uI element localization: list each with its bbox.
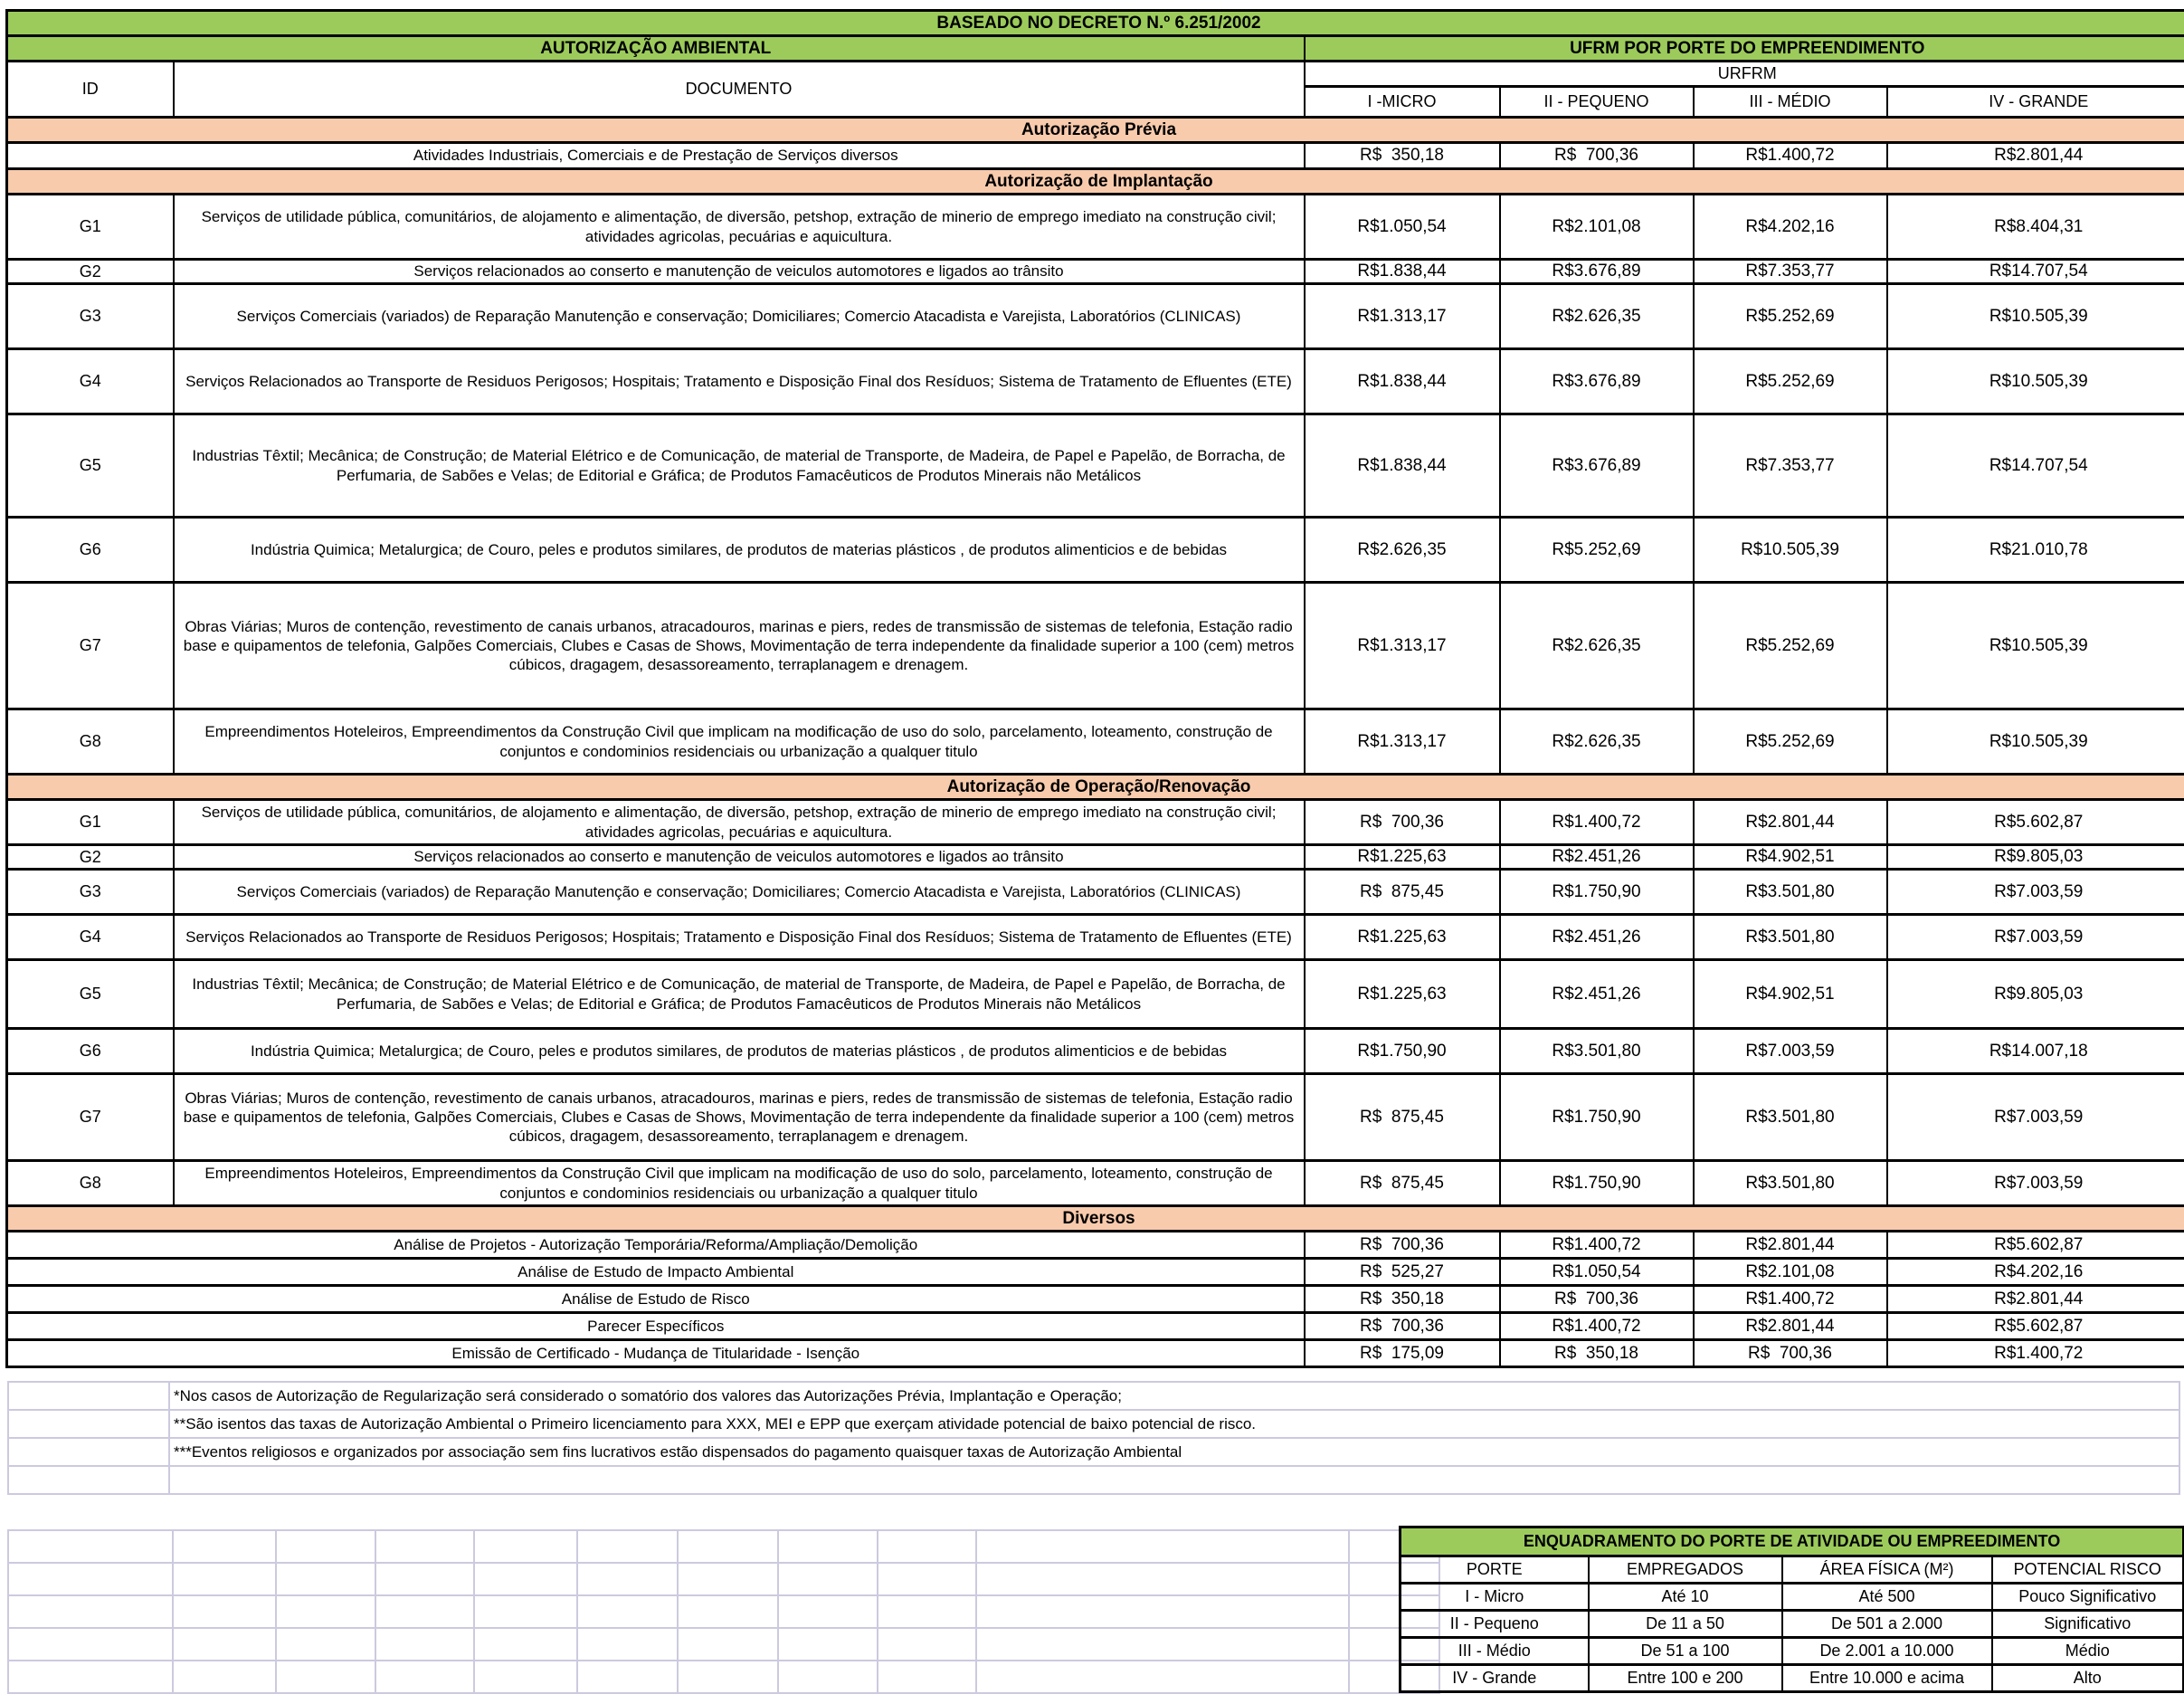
row-id: G3 bbox=[7, 870, 174, 915]
grid-cell bbox=[8, 1530, 173, 1563]
grid-cell bbox=[577, 1595, 678, 1628]
porte-cell: De 2.001 a 10.000 bbox=[1782, 1638, 1992, 1665]
fee-value: R$1.050,54 bbox=[1305, 195, 1500, 260]
fee-value: R$1.313,17 bbox=[1305, 583, 1500, 709]
porte-cell: Até 500 bbox=[1782, 1584, 1992, 1611]
fee-row bbox=[7, 583, 2184, 709]
grid-cell bbox=[976, 1661, 1349, 1693]
fee-value: R$1.750,90 bbox=[1500, 870, 1694, 915]
footnote-spacer-cell bbox=[8, 1410, 169, 1438]
grid-cell bbox=[577, 1661, 678, 1693]
section-header: Autorização Prévia bbox=[7, 118, 2184, 143]
grid-cell bbox=[577, 1628, 678, 1661]
fee-row bbox=[7, 143, 2184, 169]
footnote-text: ***Eventos religiosos e organizados por associação sem fins lucrativos estão dispensados do pagamento quaisquer taxas de Autorização Ambiental bbox=[169, 1438, 2179, 1466]
section-header: Diversos bbox=[7, 1206, 2184, 1232]
fee-value: R$1.313,17 bbox=[1305, 709, 1500, 775]
fee-row bbox=[7, 1161, 2184, 1206]
grid-cell bbox=[976, 1563, 1349, 1595]
fee-row bbox=[7, 870, 2184, 915]
fee-value: R$3.501,80 bbox=[1694, 1161, 1887, 1206]
fee-value: R$7.003,59 bbox=[1694, 1029, 1887, 1074]
row-description: Atividades Industriais, Comerciais e de Prestação de Serviços diversos bbox=[7, 143, 1305, 169]
fee-value: R$9.805,03 bbox=[1887, 845, 2184, 870]
footnote-text: **São isentos das taxas de Autorização Ambiental o Primeiro licenciamento para XXX, MEI e EPP que exerçam atividade potencial de baixo potencial de risco. bbox=[169, 1410, 2179, 1438]
fee-value: R$5.602,87 bbox=[1887, 800, 2184, 845]
fee-value: R$1.225,63 bbox=[1305, 915, 1500, 960]
fee-value: R$3.501,80 bbox=[1694, 1074, 1887, 1161]
footnote-text: *Nos casos de Autorização de Regularização será considerado o somatório dos valores das Autorizações Prévia, Implantação e Operação; bbox=[169, 1382, 2179, 1410]
fee-value: R$2.101,08 bbox=[1694, 1259, 1887, 1286]
fee-value: R$7.353,77 bbox=[1694, 414, 1887, 518]
grid-cell bbox=[678, 1661, 778, 1693]
fee-value: R$9.805,03 bbox=[1887, 960, 2184, 1029]
fee-value: R$2.801,44 bbox=[1887, 1286, 2184, 1313]
fee-value: R$ 700,36 bbox=[1500, 1286, 1694, 1313]
fee-value: R$3.676,89 bbox=[1500, 414, 1694, 518]
row-id: G1 bbox=[7, 195, 174, 260]
fee-row bbox=[7, 1232, 2184, 1259]
grid-cell bbox=[276, 1530, 375, 1563]
section-header: Autorização de Operação/Renovação bbox=[7, 775, 2184, 800]
grid-cell bbox=[474, 1628, 577, 1661]
grid-cell bbox=[276, 1563, 375, 1595]
row-description: Obras Viárias; Muros de contenção, revestimento de canais urbanos, atracadouros, marinas e piers, redes de transmissão de sistemas de telefonia, Estação radio base e quipamentos de telefonia, Galpões Comerciais, Clubes e Casas de Shows, Movimentação de terra independente da finalidade superior a 100 (cem) metros cúbicos, dragagem, desassoreamento, terraplanagem e drenagem. bbox=[174, 583, 1305, 709]
row-description: Serviços Relacionados ao Transporte de Residuos Perigosos; Hospitais; Tratamento e Disposição Final dos Resíduos; Sistema de Tratamento de Efluentes (ETE) bbox=[174, 915, 1305, 960]
footnote-spacer-cell bbox=[8, 1466, 169, 1494]
grid-cell bbox=[173, 1661, 276, 1693]
porte-cell: Entre 10.000 e acima bbox=[1782, 1665, 1992, 1692]
porte-table-title: ENQUADRAMENTO DO PORTE DE ATIVIDADE OU EMPREEDIMENTO bbox=[1401, 1527, 2184, 1556]
row-id: G5 bbox=[7, 960, 174, 1029]
grid-cell bbox=[778, 1563, 878, 1595]
porte-classification-table bbox=[1399, 1526, 2184, 1693]
grid-cell bbox=[878, 1563, 976, 1595]
fee-value: R$1.750,90 bbox=[1500, 1074, 1694, 1161]
fee-value: R$7.003,59 bbox=[1887, 1074, 2184, 1161]
fee-row bbox=[7, 1286, 2184, 1313]
fee-value: R$10.505,39 bbox=[1694, 518, 1887, 583]
row-description: Emissão de Certificado - Mudança de Titularidade - Isenção bbox=[7, 1340, 1305, 1367]
fee-value: R$10.505,39 bbox=[1887, 349, 2184, 414]
fee-value: R$ 875,45 bbox=[1305, 1161, 1500, 1206]
porte-row bbox=[1401, 1665, 2184, 1692]
fee-value: R$ 175,09 bbox=[1305, 1340, 1500, 1367]
grid-cell bbox=[375, 1628, 474, 1661]
fee-value: R$ 875,45 bbox=[1305, 1074, 1500, 1161]
porte-cell: Médio bbox=[1992, 1638, 2184, 1665]
fee-value: R$3.501,80 bbox=[1500, 1029, 1694, 1074]
porte-column-header: ÁREA FÍSICA (M²) bbox=[1782, 1556, 1992, 1584]
fee-value: R$8.404,31 bbox=[1887, 195, 2184, 260]
fee-value: R$2.626,35 bbox=[1500, 284, 1694, 349]
fee-value: R$1.225,63 bbox=[1305, 960, 1500, 1029]
fee-value: R$ 700,36 bbox=[1305, 1313, 1500, 1340]
grid-cell bbox=[678, 1530, 778, 1563]
grid-cell bbox=[878, 1661, 976, 1693]
fee-value: R$ 875,45 bbox=[1305, 870, 1500, 915]
row-id: G4 bbox=[7, 349, 174, 414]
porte-row bbox=[1401, 1638, 2184, 1665]
grid-cell bbox=[878, 1628, 976, 1661]
fee-value: R$1.750,90 bbox=[1305, 1029, 1500, 1074]
fee-row bbox=[7, 518, 2184, 583]
grid-cell bbox=[173, 1595, 276, 1628]
grid-cell bbox=[173, 1628, 276, 1661]
fee-value: R$5.252,69 bbox=[1694, 583, 1887, 709]
fee-value: R$ 700,36 bbox=[1305, 800, 1500, 845]
fee-value: R$5.602,87 bbox=[1887, 1232, 2184, 1259]
fee-value: R$5.252,69 bbox=[1694, 284, 1887, 349]
fee-value: R$14.007,18 bbox=[1887, 1029, 2184, 1074]
fee-row bbox=[7, 1029, 2184, 1074]
fee-value: R$ 700,36 bbox=[1305, 1232, 1500, 1259]
id-column-header: ID bbox=[7, 62, 174, 118]
row-id: G3 bbox=[7, 284, 174, 349]
porte-cell: De 11 a 50 bbox=[1589, 1611, 1782, 1638]
fee-value: R$4.202,16 bbox=[1694, 195, 1887, 260]
left-group-header: AUTORIZAÇÃO AMBIENTAL bbox=[7, 36, 1305, 62]
porte-cell: Entre 100 e 200 bbox=[1589, 1665, 1782, 1692]
fee-value: R$1.225,63 bbox=[1305, 845, 1500, 870]
right-group-header: UFRM POR PORTE DO EMPREENDIMENTO bbox=[1305, 36, 2184, 62]
row-description: Análise de Estudo de Impacto Ambiental bbox=[7, 1259, 1305, 1286]
grid-cell bbox=[173, 1563, 276, 1595]
fee-value: R$2.801,44 bbox=[1694, 1232, 1887, 1259]
fee-value: R$1.750,90 bbox=[1500, 1161, 1694, 1206]
fee-value: R$10.505,39 bbox=[1887, 284, 2184, 349]
fee-value: R$ 700,36 bbox=[1694, 1340, 1887, 1367]
fee-value: R$10.505,39 bbox=[1887, 709, 2184, 775]
grid-cell bbox=[375, 1595, 474, 1628]
grid-cell bbox=[577, 1530, 678, 1563]
porte-cell: II - Pequeno bbox=[1401, 1611, 1589, 1638]
row-description: Serviços Relacionados ao Transporte de Residuos Perigosos; Hospitais; Tratamento e Disposição Final dos Resíduos; Sistema de Tratamento de Efluentes (ETE) bbox=[174, 349, 1305, 414]
fee-value: R$1.400,72 bbox=[1500, 1313, 1694, 1340]
fee-value: R$7.003,59 bbox=[1887, 870, 2184, 915]
fee-value: R$3.501,80 bbox=[1694, 870, 1887, 915]
fee-row bbox=[7, 349, 2184, 414]
porte-cell: Até 10 bbox=[1589, 1584, 1782, 1611]
grid-cell bbox=[375, 1563, 474, 1595]
grid-cell bbox=[8, 1595, 173, 1628]
fee-row bbox=[7, 960, 2184, 1029]
fee-value: R$1.400,72 bbox=[1500, 800, 1694, 845]
porte-cell: Significativo bbox=[1992, 1611, 2184, 1638]
fee-value: R$3.676,89 bbox=[1500, 349, 1694, 414]
grid-cell bbox=[474, 1530, 577, 1563]
fee-value: R$2.451,26 bbox=[1500, 845, 1694, 870]
fee-value: R$ 700,36 bbox=[1500, 143, 1694, 169]
row-description: Indústria Quimica; Metalurgica; de Couro, peles e produtos similares, de produtos de materias plásticos , de produtos alimenticios e de bebidas bbox=[174, 1029, 1305, 1074]
grid-cell bbox=[778, 1628, 878, 1661]
grid-cell bbox=[276, 1661, 375, 1693]
fee-value: R$ 350,18 bbox=[1305, 1286, 1500, 1313]
fee-row bbox=[7, 1074, 2184, 1161]
fee-value: R$1.838,44 bbox=[1305, 349, 1500, 414]
fee-value: R$ 350,18 bbox=[1305, 143, 1500, 169]
fee-row bbox=[7, 284, 2184, 349]
fee-value: R$3.501,80 bbox=[1694, 915, 1887, 960]
footnote-text bbox=[169, 1466, 2179, 1494]
grid-cell bbox=[375, 1530, 474, 1563]
grid-cell bbox=[976, 1628, 1349, 1661]
porte-cell: I - Micro bbox=[1401, 1584, 1589, 1611]
fee-value: R$7.003,59 bbox=[1887, 1161, 2184, 1206]
grid-cell bbox=[678, 1628, 778, 1661]
row-description: Industrias Têxtil; Mecânica; de Construção; de Material Elétrico e de Comunicação, de material de Transporte, de Madeira, de Papel e Papelão, de Borracha, de Perfumaria, de Sabões e Velas; de Editorial e Gráfica; de Produtos Famacêuticos de Produtos Minerais não Metálicos bbox=[174, 414, 1305, 518]
fee-value: R$7.003,59 bbox=[1887, 915, 2184, 960]
size-column-header: IV - GRANDE bbox=[1887, 87, 2184, 118]
footnote-spacer-cell bbox=[8, 1438, 169, 1466]
porte-cell: De 51 a 100 bbox=[1589, 1638, 1782, 1665]
fee-value: R$1.400,72 bbox=[1887, 1340, 2184, 1367]
grid-cell bbox=[878, 1595, 976, 1628]
fee-value: R$2.101,08 bbox=[1500, 195, 1694, 260]
fee-value: R$5.252,69 bbox=[1694, 709, 1887, 775]
row-description: Serviços de utilidade pública, comunitários, de alojamento e alimentação, de diversão, petshop, extração de minerio de emprego imediato na construção civil; atividades agricolas, pecuárias e aquicultura. bbox=[174, 800, 1305, 845]
grid-cell bbox=[276, 1628, 375, 1661]
fee-value: R$4.202,16 bbox=[1887, 1259, 2184, 1286]
row-id: G8 bbox=[7, 1161, 174, 1206]
fee-value: R$4.902,51 bbox=[1694, 960, 1887, 1029]
porte-row bbox=[1401, 1611, 2184, 1638]
porte-cell: IV - Grande bbox=[1401, 1665, 1589, 1692]
fee-value: R$2.801,44 bbox=[1694, 1313, 1887, 1340]
grid-cell bbox=[474, 1595, 577, 1628]
row-description: Serviços relacionados ao conserto e manutenção de veiculos automotores e ligados ao trânsito bbox=[174, 845, 1305, 870]
grid-cell bbox=[878, 1530, 976, 1563]
fee-value: R$1.400,72 bbox=[1500, 1232, 1694, 1259]
grid-cell bbox=[778, 1530, 878, 1563]
porte-column-header: POTENCIAL RISCO bbox=[1992, 1556, 2184, 1584]
grid-cell bbox=[474, 1563, 577, 1595]
fee-value: R$1.050,54 bbox=[1500, 1259, 1694, 1286]
porte-cell: Pouco Significativo bbox=[1992, 1584, 2184, 1611]
row-description: Industrias Têxtil; Mecânica; de Construção; de Material Elétrico e de Comunicação, de material de Transporte, de Madeira, de Papel e Papelão, de Borracha, de Perfumaria, de Sabões e Velas; de Editorial e Gráfica; de Produtos Famacêuticos de Produtos Minerais não Metálicos bbox=[174, 960, 1305, 1029]
decree-title: BASEADO NO DECRETO N.º 6.251/2002 bbox=[7, 11, 2184, 36]
grid-cell bbox=[577, 1563, 678, 1595]
porte-cell: De 501 a 2.000 bbox=[1782, 1611, 1992, 1638]
urfrm-header: URFRM bbox=[1305, 62, 2184, 87]
grid-cell bbox=[678, 1595, 778, 1628]
grid-cell bbox=[8, 1563, 173, 1595]
fee-value: R$ 350,18 bbox=[1500, 1340, 1694, 1367]
porte-cell: Alto bbox=[1992, 1665, 2184, 1692]
porte-row bbox=[1401, 1584, 2184, 1611]
row-id: G5 bbox=[7, 414, 174, 518]
fee-value: R$1.838,44 bbox=[1305, 260, 1500, 284]
fee-row bbox=[7, 414, 2184, 518]
documento-column-header: DOCUMENTO bbox=[174, 62, 1305, 118]
row-id: G6 bbox=[7, 518, 174, 583]
row-description: Obras Viárias; Muros de contenção, revestimento de canais urbanos, atracadouros, marinas e piers, redes de transmissão de sistemas de telefonia, Estação radio base e quipamentos de telefonia, Galpões Comerciais, Clubes e Casas de Shows, Movimentação de terra independente da finalidade superior a 100 (cem) metros cúbicos, dragagem, desassoreamento, terraplanagem e drenagem. bbox=[174, 1074, 1305, 1161]
row-description: Parecer Específicos bbox=[7, 1313, 1305, 1340]
footnote-spacer-cell bbox=[8, 1382, 169, 1410]
fee-row bbox=[7, 1340, 2184, 1367]
fee-value: R$2.801,44 bbox=[1694, 800, 1887, 845]
grid-cell bbox=[474, 1661, 577, 1693]
row-description: Serviços Comerciais (variados) de Reparação Manutenção e conservação; Domiciliares; Comercio Atacadista e Varejista, Laboratórios (CLINICAS) bbox=[174, 870, 1305, 915]
fee-value: R$21.010,78 bbox=[1887, 518, 2184, 583]
fee-value: R$7.353,77 bbox=[1694, 260, 1887, 284]
grid-cell bbox=[8, 1628, 173, 1661]
row-description: Análise de Projetos - Autorização Temporária/Reforma/Ampliação/Demolição bbox=[7, 1232, 1305, 1259]
row-id: G4 bbox=[7, 915, 174, 960]
row-description: Empreendimentos Hoteleiros, Empreendimentos da Construção Civil que implicam na modificação de uso do solo, parcelamento, loteamento, construção de conjuntos e condominios residenciais ou urbanização a qualquer titulo bbox=[174, 709, 1305, 775]
section-header: Autorização de Implantação bbox=[7, 169, 2184, 195]
grid-cell bbox=[173, 1530, 276, 1563]
fee-row bbox=[7, 915, 2184, 960]
fee-value: R$1.400,72 bbox=[1694, 143, 1887, 169]
porte-column-header: EMPREGADOS bbox=[1589, 1556, 1782, 1584]
grid-cell bbox=[276, 1595, 375, 1628]
fee-value: R$2.626,35 bbox=[1500, 583, 1694, 709]
row-description: Empreendimentos Hoteleiros, Empreendimentos da Construção Civil que implicam na modificação de uso do solo, parcelamento, loteamento, construção de conjuntos e condominios residenciais ou urbanização a qualquer titulo bbox=[174, 1161, 1305, 1206]
fee-value: R$ 525,27 bbox=[1305, 1259, 1500, 1286]
size-column-header: III - MÉDIO bbox=[1694, 87, 1887, 118]
grid-cell bbox=[678, 1563, 778, 1595]
row-description: Serviços relacionados ao conserto e manutenção de veiculos automotores e ligados ao trânsito bbox=[174, 260, 1305, 284]
row-id: G7 bbox=[7, 583, 174, 709]
row-id: G1 bbox=[7, 800, 174, 845]
row-id: G2 bbox=[7, 845, 174, 870]
fee-value: R$14.707,54 bbox=[1887, 260, 2184, 284]
fee-value: R$5.602,87 bbox=[1887, 1313, 2184, 1340]
row-id: G2 bbox=[7, 260, 174, 284]
fee-row bbox=[7, 1259, 2184, 1286]
grid-cell bbox=[778, 1595, 878, 1628]
fee-row bbox=[7, 709, 2184, 775]
porte-column-header: PORTE bbox=[1401, 1556, 1589, 1584]
fee-value: R$10.505,39 bbox=[1887, 583, 2184, 709]
grid-cell bbox=[778, 1661, 878, 1693]
row-description: Serviços Comerciais (variados) de Reparação Manutenção e conservação; Domiciliares; Comercio Atacadista e Varejista, Laboratórios (CLINICAS) bbox=[174, 284, 1305, 349]
fee-value: R$5.252,69 bbox=[1694, 349, 1887, 414]
row-id: G6 bbox=[7, 1029, 174, 1074]
row-description: Serviços de utilidade pública, comunitários, de alojamento e alimentação, de diversão, petshop, extração de minerio de emprego imediato na construção civil; atividades agricolas, pecuárias e aquicultura. bbox=[174, 195, 1305, 260]
fee-row bbox=[7, 195, 2184, 260]
fee-row bbox=[7, 1313, 2184, 1340]
environmental-fee-table bbox=[5, 9, 2184, 1368]
porte-cell: III - Médio bbox=[1401, 1638, 1589, 1665]
fee-value: R$2.801,44 bbox=[1887, 143, 2184, 169]
fee-value: R$1.838,44 bbox=[1305, 414, 1500, 518]
row-description: Análise de Estudo de Risco bbox=[7, 1286, 1305, 1313]
fee-value: R$2.626,35 bbox=[1500, 709, 1694, 775]
empty-cells-grid bbox=[7, 1529, 1440, 1694]
row-description: Indústria Quimica; Metalurgica; de Couro, peles e produtos similares, de produtos de materias plásticos , de produtos alimenticios e de bebidas bbox=[174, 518, 1305, 583]
size-column-header: I -MICRO bbox=[1305, 87, 1500, 118]
grid-cell bbox=[976, 1530, 1349, 1563]
footnotes-block bbox=[7, 1381, 2180, 1495]
fee-row bbox=[7, 845, 2184, 870]
grid-cell bbox=[8, 1661, 173, 1693]
fee-row bbox=[7, 260, 2184, 284]
fee-value: R$2.451,26 bbox=[1500, 915, 1694, 960]
fee-value: R$2.626,35 bbox=[1305, 518, 1500, 583]
grid-cell bbox=[375, 1661, 474, 1693]
fee-value: R$1.400,72 bbox=[1694, 1286, 1887, 1313]
row-id: G8 bbox=[7, 709, 174, 775]
fee-value: R$14.707,54 bbox=[1887, 414, 2184, 518]
fee-row bbox=[7, 800, 2184, 845]
fee-value: R$1.313,17 bbox=[1305, 284, 1500, 349]
fee-value: R$2.451,26 bbox=[1500, 960, 1694, 1029]
fee-value: R$3.676,89 bbox=[1500, 260, 1694, 284]
fee-value: R$5.252,69 bbox=[1500, 518, 1694, 583]
row-id: G7 bbox=[7, 1074, 174, 1161]
fee-value: R$4.902,51 bbox=[1694, 845, 1887, 870]
size-column-header: II - PEQUENO bbox=[1500, 87, 1694, 118]
grid-cell bbox=[976, 1595, 1349, 1628]
